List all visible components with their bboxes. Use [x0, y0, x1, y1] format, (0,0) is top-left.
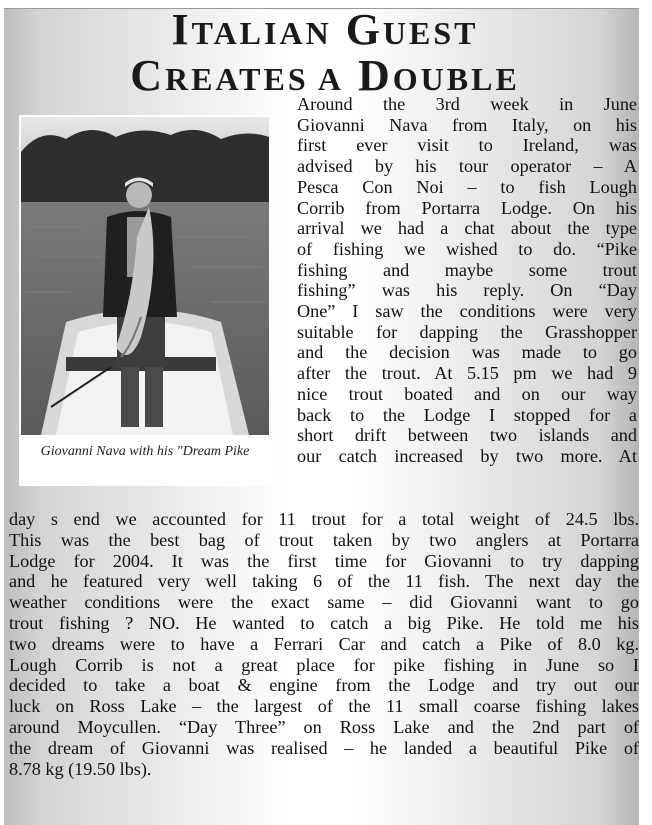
column-line: fishing” was his reply. On “Day — [297, 280, 637, 301]
column-line: Around the 3rd week in June — [297, 94, 637, 114]
body-line: decided to take a boat & engine from the Lodge and try out our — [9, 675, 639, 696]
body-line: luck on Ross Lake – the largest of the 11 small coarse fishing lakes — [9, 696, 639, 717]
article-column-text — [297, 94, 637, 467]
body-line: Lough Corrib is not a great place for pike fishing in June so I — [9, 654, 639, 675]
body-line: around Moycullen. “Day Three” on Ross Lake and the 2nd part of — [9, 716, 639, 737]
body-line: 8.78 kg (19.50 lbs). — [9, 758, 152, 779]
photo-illustration — [21, 117, 269, 435]
body-line: Lodge for 2004. It was the first time for Giovanni to try dapping — [9, 550, 639, 571]
column-line: Giovanni Nava from Italy, on his — [297, 114, 637, 135]
column-line: after the trout. At 5.15 pm we had 9 — [297, 363, 637, 384]
angler-pike-photo — [21, 117, 269, 435]
body-line: day s end we accounted for 11 trout for a total weight of 24.5 lbs. — [9, 509, 639, 529]
column-line: of fishing we wished to do. “Pike — [297, 238, 637, 259]
body-line: weather conditions were the exact same – did Giovanni want to go — [9, 592, 639, 613]
column-line: advised by his tour operator – A — [297, 156, 637, 177]
body-line: This was the best bag of trout taken by two anglers at Portarra — [9, 529, 639, 550]
body-line: two dreams were to have a Ferrari Car and catch a Pike of 8.0 kg. — [9, 633, 639, 654]
column-line: our catch increased by two more. At — [297, 445, 637, 466]
body-line: the dream of Giovanni was realised – he landed a beautiful Pike of — [9, 737, 639, 758]
column-line: Pesca Con Noi – to fish Lough — [297, 176, 637, 197]
photo-frame — [19, 115, 271, 486]
body-line: and he featured very well taking 6 of the 11 fish. The next day the — [9, 571, 639, 592]
body-line: trout fishing ? NO. He wanted to catch a big Pike. He told me his — [9, 612, 639, 633]
column-line: One” I saw the conditions were very — [297, 301, 637, 322]
photo-caption: Giovanni Nava with his "Dream Pike — [40, 444, 250, 459]
headline-line-1: ITALIAN GUEST — [171, 5, 479, 54]
headline-line-2: CREATES A DOUBLE — [130, 51, 520, 100]
column-line: and the decision was made to go — [297, 342, 637, 363]
column-line: first ever visit to Ireland, was — [297, 135, 637, 156]
column-line: short drift between two islands and — [297, 425, 637, 446]
column-line: nice trout boated and on our way — [297, 383, 637, 404]
column-line: Corrib from Portarra Lodge. On his — [297, 197, 637, 218]
column-line: back to the Lodge I stopped for a — [297, 404, 637, 425]
column-line: suitable for dapping the Grasshopper — [297, 321, 637, 342]
article-full-width-text — [9, 509, 639, 779]
column-line: arrival we had a chat about the type — [297, 218, 637, 239]
column-line: fishing and maybe some trout — [297, 259, 637, 280]
